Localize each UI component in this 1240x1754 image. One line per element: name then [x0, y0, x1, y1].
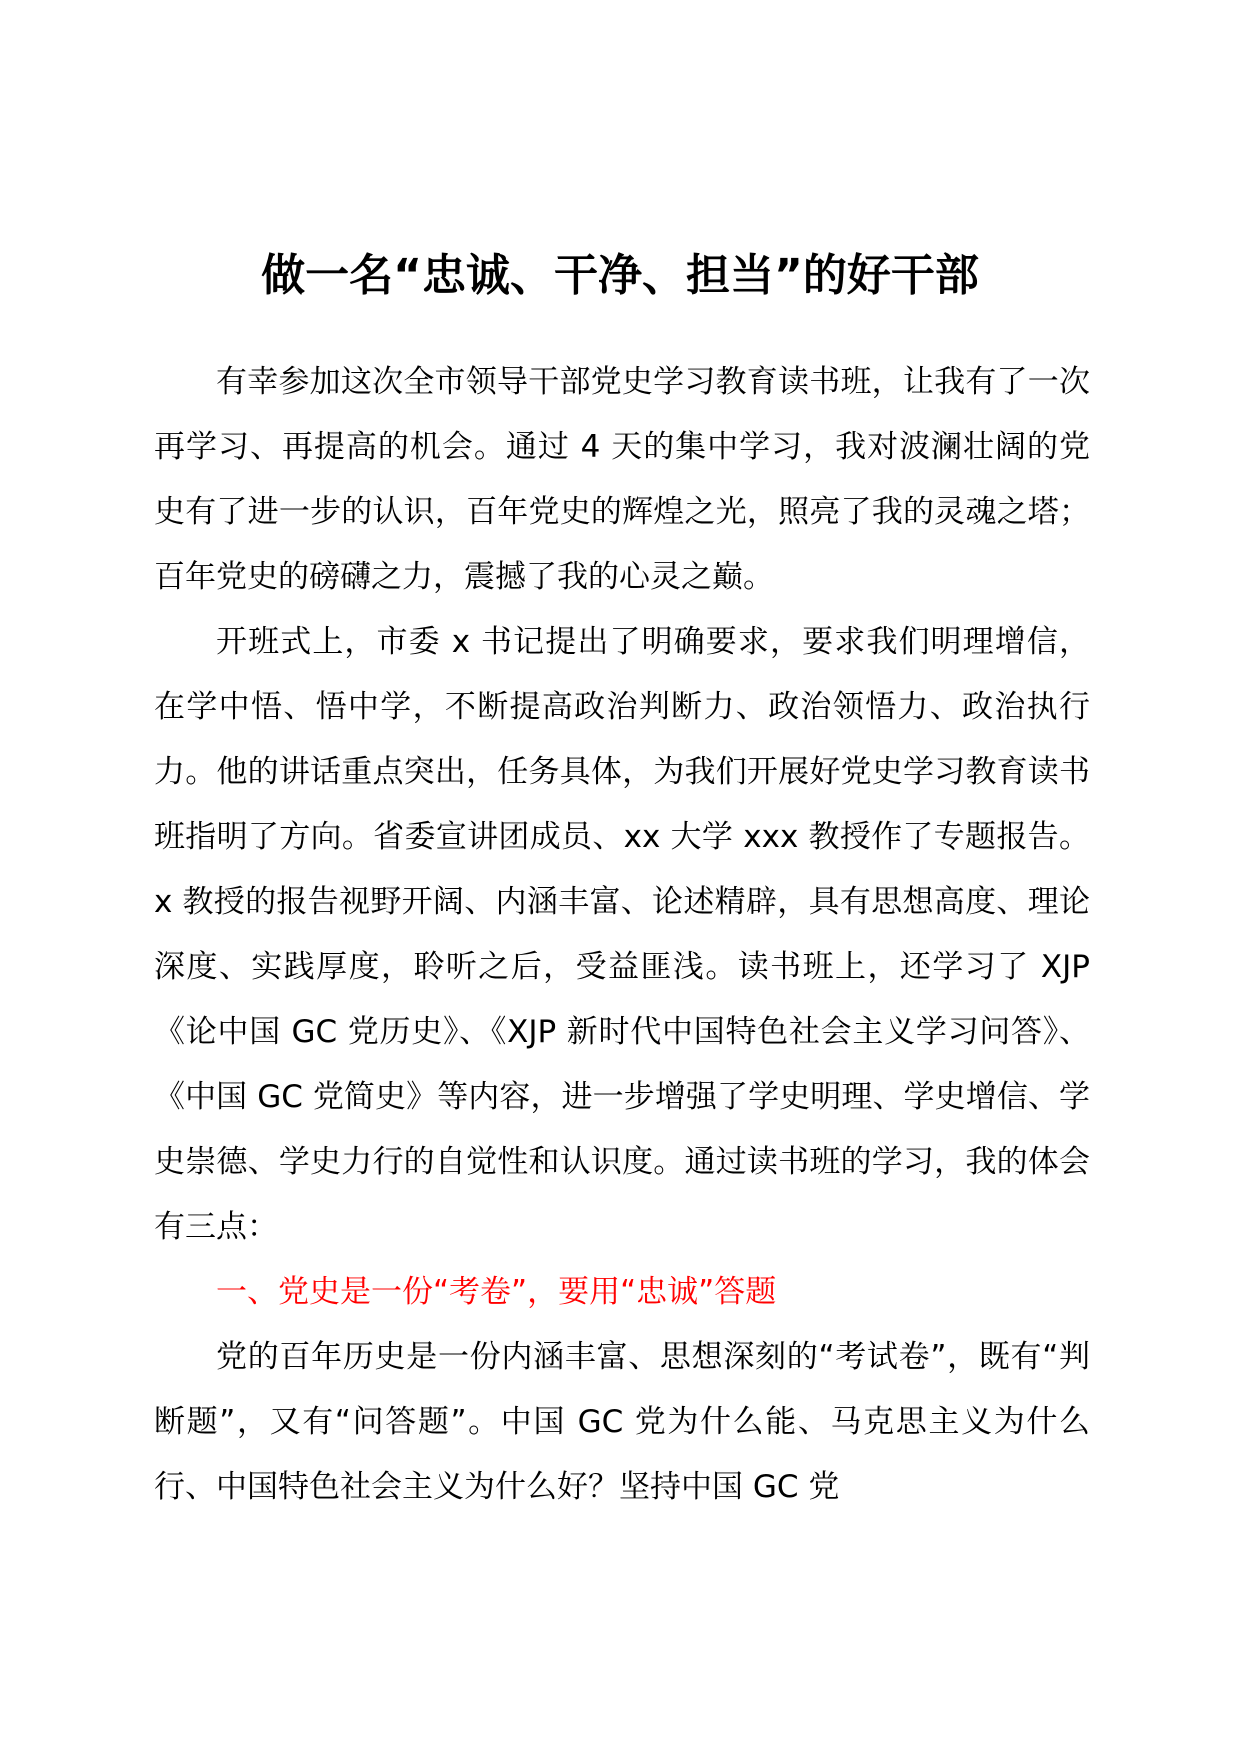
paragraph-opening-ceremony: 开班式上，市委 x 书记提出了明确要求，要求我们明理增信，在学中悟、悟中学，不断提高政治判断力、政治领悟力、政治执行力。他的讲话重点突出，任务具体，为我们开展好党史学习教育读书班指明了方向。省委宣讲团成员、xx 大学 xxx 教授作了专题报告。x 教授的报告视野开阔、内涵丰富、论述精辟，具有思想高度、理论深度、实践厚度，聆听之后，受益匪浅。读书班上，还学习了 XJP《论中国 GC 党历史》、《XJP 新时代中国特色社会主义学习问答》、《中国 GC 党简史》等内容，进一步增强了学史明理、学史增信、学史崇德、学史力行的自觉性和认识度。通过读书班的学习，我的体会有三点：: [154, 624, 1090, 1245]
document-title: 做一名“忠诚、干净、担当”的好干部: [261, 250, 979, 301]
section-heading-1: 一、党史是一份“考卷”，要用“忠诚”答题: [216, 1274, 777, 1310]
paragraph-section-1: 党的百年历史是一份内涵丰富、思想深刻的“考试卷”，既有“判断题”，又有“问答题”。中国 GC 党为什么能、马克思主义为什么行、中国特色社会主义为什么好？坚持中国 GC 党: [154, 1339, 1090, 1505]
document-body: [154, 350, 1090, 1520]
paragraph-intro: 有幸参加这次全市领导干部党史学习教育读书班，让我有了一次再学习、再提高的机会。通过 4 天的集中学习，我对波澜壮阔的党史有了进一步的认识，百年党史的辉煌之光，照亮了我的灵魂之塔；百年党史的磅礴之力，震撼了我的心灵之巅。: [154, 364, 1090, 595]
